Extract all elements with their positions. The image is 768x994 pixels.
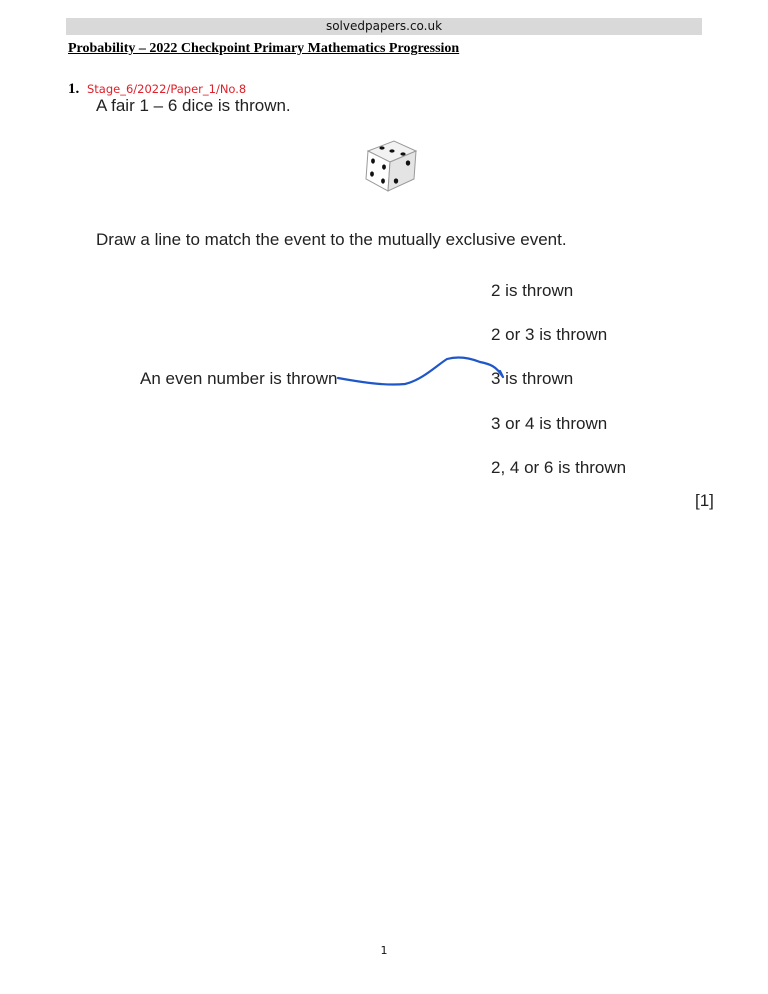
option-2-is-thrown[interactable]: 2 is thrown <box>491 281 574 300</box>
page-number: 1 <box>380 944 388 957</box>
site-header <box>66 18 702 35</box>
dice-icon <box>360 137 420 193</box>
question-number: 1. <box>68 81 80 97</box>
question-reference: Stage_6/2022/Paper_1/No.8 <box>87 82 247 96</box>
instruction-text: Draw a line to match the event to the mutually exclusive event. <box>96 230 567 249</box>
document-title: Probability – 2022 Checkpoint Primary Mathematics Progression <box>68 41 460 56</box>
option-2-or-3-is-thrown[interactable]: 2 or 3 is thrown <box>491 325 608 344</box>
site-name: solvedpapers.co.uk <box>325 19 443 33</box>
option-3-is-thrown[interactable]: 3 is thrown <box>491 369 574 388</box>
marks-label: [1] <box>695 491 714 510</box>
option-2-4-or-6-is-thrown[interactable]: 2, 4 or 6 is thrown <box>491 458 627 477</box>
option-3-or-4-is-thrown[interactable]: 3 or 4 is thrown <box>491 414 608 433</box>
question-text: A fair 1 – 6 dice is thrown. <box>96 96 291 115</box>
event-even-number[interactable]: An even number is thrown <box>140 369 338 388</box>
